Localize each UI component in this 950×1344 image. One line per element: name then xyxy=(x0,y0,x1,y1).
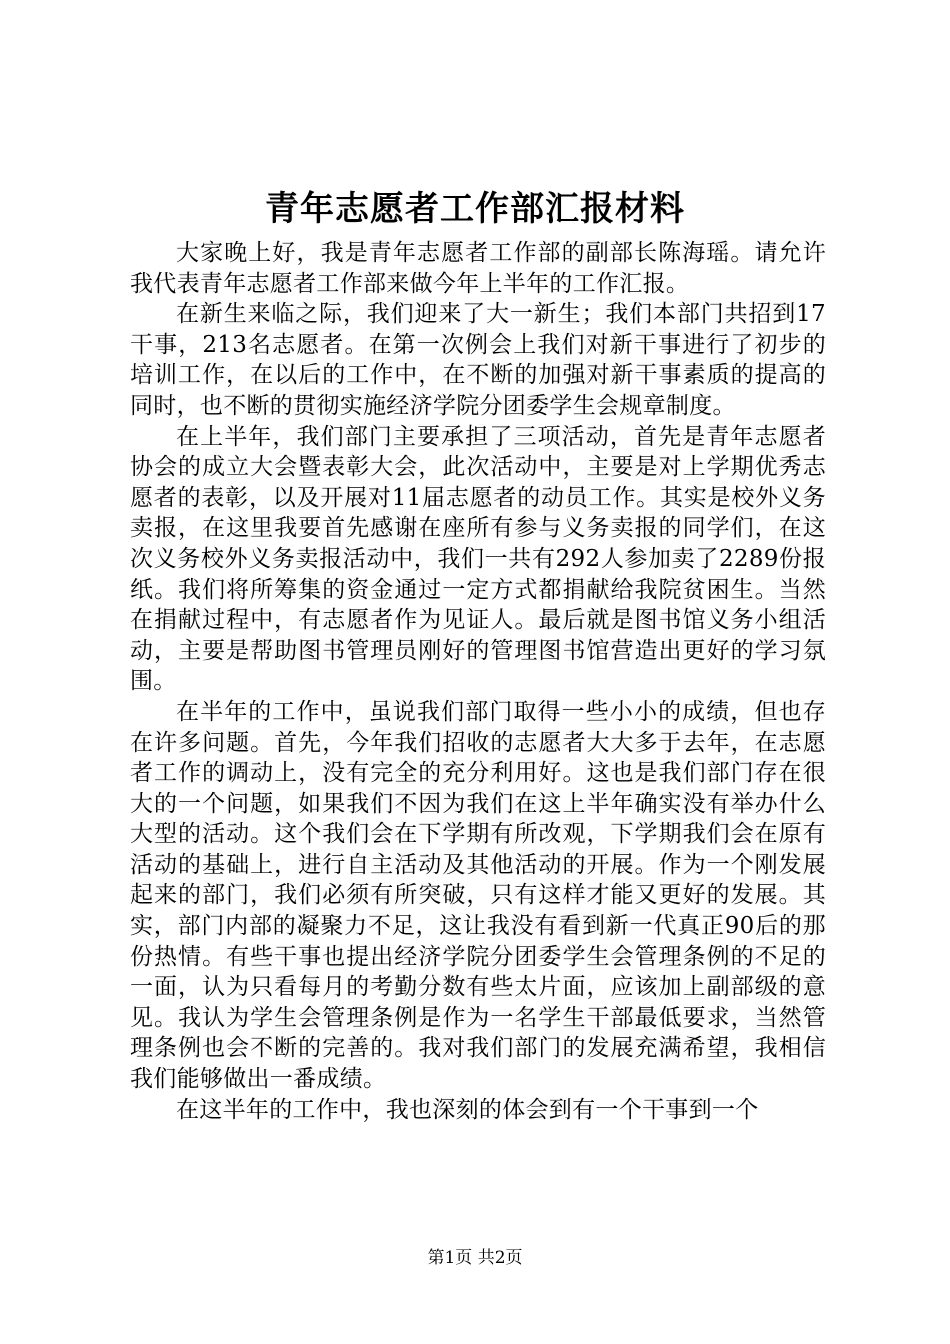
page-number-footer: 第1页 共2页 xyxy=(427,1248,523,1268)
paragraph-problems: 在半年的工作中，虽说我们部门取得一些小小的成绩，但也存在许多问题。首先，今年我们招收的志愿者大大多于去年，在志愿者工作的调动上，没有完全的充分利用好。这也是我们部门存在很大的一个问题，如果我们不因为我们在这上半年确实没有举办什么大型的活动。这个我们会在下学期有所改观，下学期我们会在原有活动的基础上，进行自主活动及其他活动的开展。作为一个刚发展起来的部门，我们必须有所突破，只有这样才能又更好的发展。其实，部门内部的凝聚力不足，这让我没有看到新一代真正90后的那份热情。有些干事也提出经济学院分团委学生会管理条例的不足的一面，认为只看每月的考勤分数有些太片面，应该加上副部级的意见。我认为学生会管理条例是作为一名学生干部最低要求，当然管理条例也会不断的完善的。我对我们部门的发展充满希望，我相信我们能够做出一番成绩。 xyxy=(130,698,826,1093)
document-title: 青年志愿者工作部汇报材料 xyxy=(265,189,685,229)
document-body xyxy=(130,238,826,1125)
paragraph-activities: 在上半年，我们部门主要承担了三项活动，首先是青年志愿者协会的成立大会暨表彰大会，此次活动中，主要是对上学期优秀志愿者的表彰，以及开展对11届志愿者的动员工作。其实是校外义务卖报，在这里我要首先感谢在座所有参与义务卖报的同学们，在这次义务校外义务卖报活动中，我们一共有292人参加卖了2289份报纸。我们将所筹集的资金通过一定方式都捐献给我院贫困生。当然在捐献过程中，有志愿者作为见证人。最后就是图书馆义务小组活动，主要是帮助图书管理员刚好的管理图书馆营造出更好的学习氛围。 xyxy=(130,423,826,695)
paragraph-reflection: 在这半年的工作中，我也深刻的体会到有一个干事到一个 xyxy=(176,1096,759,1123)
paragraph-recruitment: 在新生来临之际，我们迎来了大一新生；我们本部门共招到17干事，213名志愿者。在第一次例会上我们对新干事进行了初步的培训工作，在以后的工作中，在不断的加强对新干事素质的提高的同时，也不断的贯彻实施经济学院分团委学生会规章制度。 xyxy=(130,301,826,419)
paragraph-greeting: 大家晚上好，我是青年志愿者工作部的副部长陈海瑶。请允许我代表青年志愿者工作部来做今年上半年的工作汇报。 xyxy=(130,240,826,297)
